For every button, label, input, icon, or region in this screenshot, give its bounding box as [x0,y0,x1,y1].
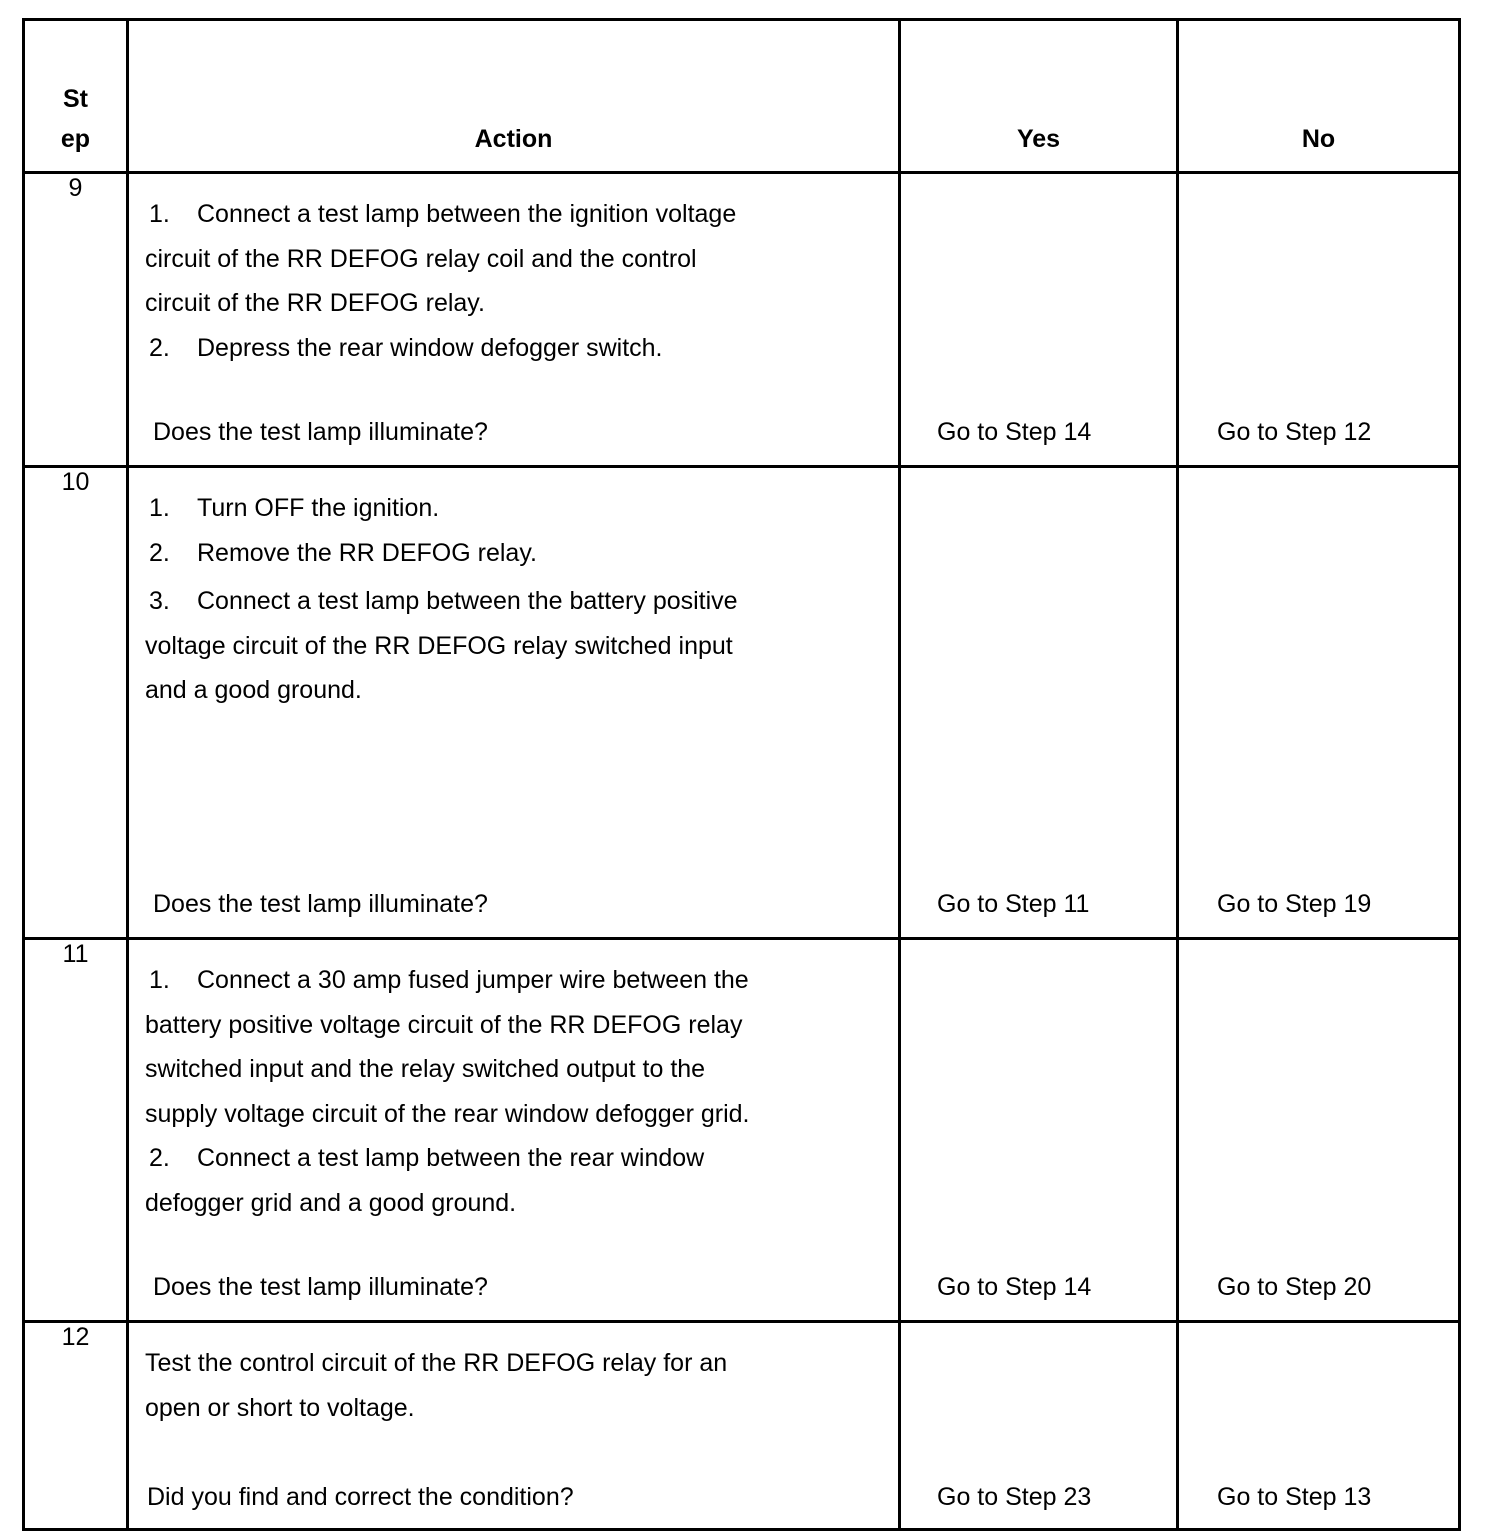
action-cell [128,467,900,939]
action-cell [128,173,900,467]
no-goto: Go to Step 12 [1217,418,1372,446]
yes-cell [900,173,1178,467]
diagnostic-table [22,18,1461,1531]
no-cell [1178,939,1460,1322]
no-header: No [1178,20,1460,173]
table-row [24,467,1460,939]
no-goto: Go to Step 13 [1217,1483,1372,1511]
action-line: and a good ground. [145,676,362,704]
no-cell [1178,173,1460,467]
action-line: circuit of the RR DEFOG relay. [145,289,485,317]
yes-cell [900,467,1178,939]
yes-cell [900,1322,1178,1530]
yes-cell [900,939,1178,1322]
no-goto: Go to Step 20 [1217,1273,1372,1301]
action-line: voltage circuit of the RR DEFOG relay switched input [145,631,733,660]
header-row [24,20,1460,173]
step-number: 9 [24,173,128,467]
action-cell [128,939,900,1322]
action-question: Does the test lamp illuminate? [153,1273,488,1301]
action-line: 1. Connect a 30 amp fused jumper wire between the [149,966,749,994]
step-header-line1: St [63,85,88,113]
action-line: battery positive voltage circuit of the RR DEFOG relay [145,1010,743,1039]
step-header [24,20,128,173]
action-line: Test the control circuit of the RR DEFOG relay for an [145,1349,728,1377]
step-header-line2: ep [60,125,91,153]
step-number: 10 [24,467,128,939]
action-cell [128,1322,900,1530]
action-line: 2. Remove the RR DEFOG relay. [149,538,537,567]
yes-goto: Go to Step 23 [937,1483,1092,1511]
table-row [24,1322,1460,1530]
action-line: open or short to voltage. [145,1393,415,1422]
yes-header: Yes [900,20,1178,173]
action-line: 3. Connect a test lamp between the battery positive [149,587,738,615]
action-header: Action [128,20,900,173]
action-line: 2. Depress the rear window defogger switch. [149,333,663,362]
action-question: Does the test lamp illuminate? [153,890,488,918]
action-line: circuit of the RR DEFOG relay coil and the control [145,244,697,273]
yes-goto: Go to Step 14 [937,1273,1092,1301]
yes-goto: Go to Step 14 [937,418,1092,446]
yes-goto: Go to Step 11 [937,890,1090,918]
step-number: 12 [24,1322,128,1530]
table-row [24,939,1460,1322]
action-line: supply voltage circuit of the rear window defogger grid. [145,1099,750,1128]
no-cell [1178,467,1460,939]
no-cell [1178,1322,1460,1530]
no-goto: Go to Step 19 [1217,890,1372,918]
step-number: 11 [24,939,128,1322]
table-row [24,173,1460,467]
action-line: 1. Turn OFF the ignition. [149,494,440,522]
action-line: 2. Connect a test lamp between the rear window [149,1144,705,1172]
action-question: Did you find and correct the condition? [147,1483,574,1511]
action-question: Does the test lamp illuminate? [153,418,488,446]
action-line: defogger grid and a good ground. [145,1188,517,1217]
action-line: 1. Connect a test lamp between the ignition voltage [149,200,737,228]
action-line: switched input and the relay switched output to the [145,1055,706,1083]
